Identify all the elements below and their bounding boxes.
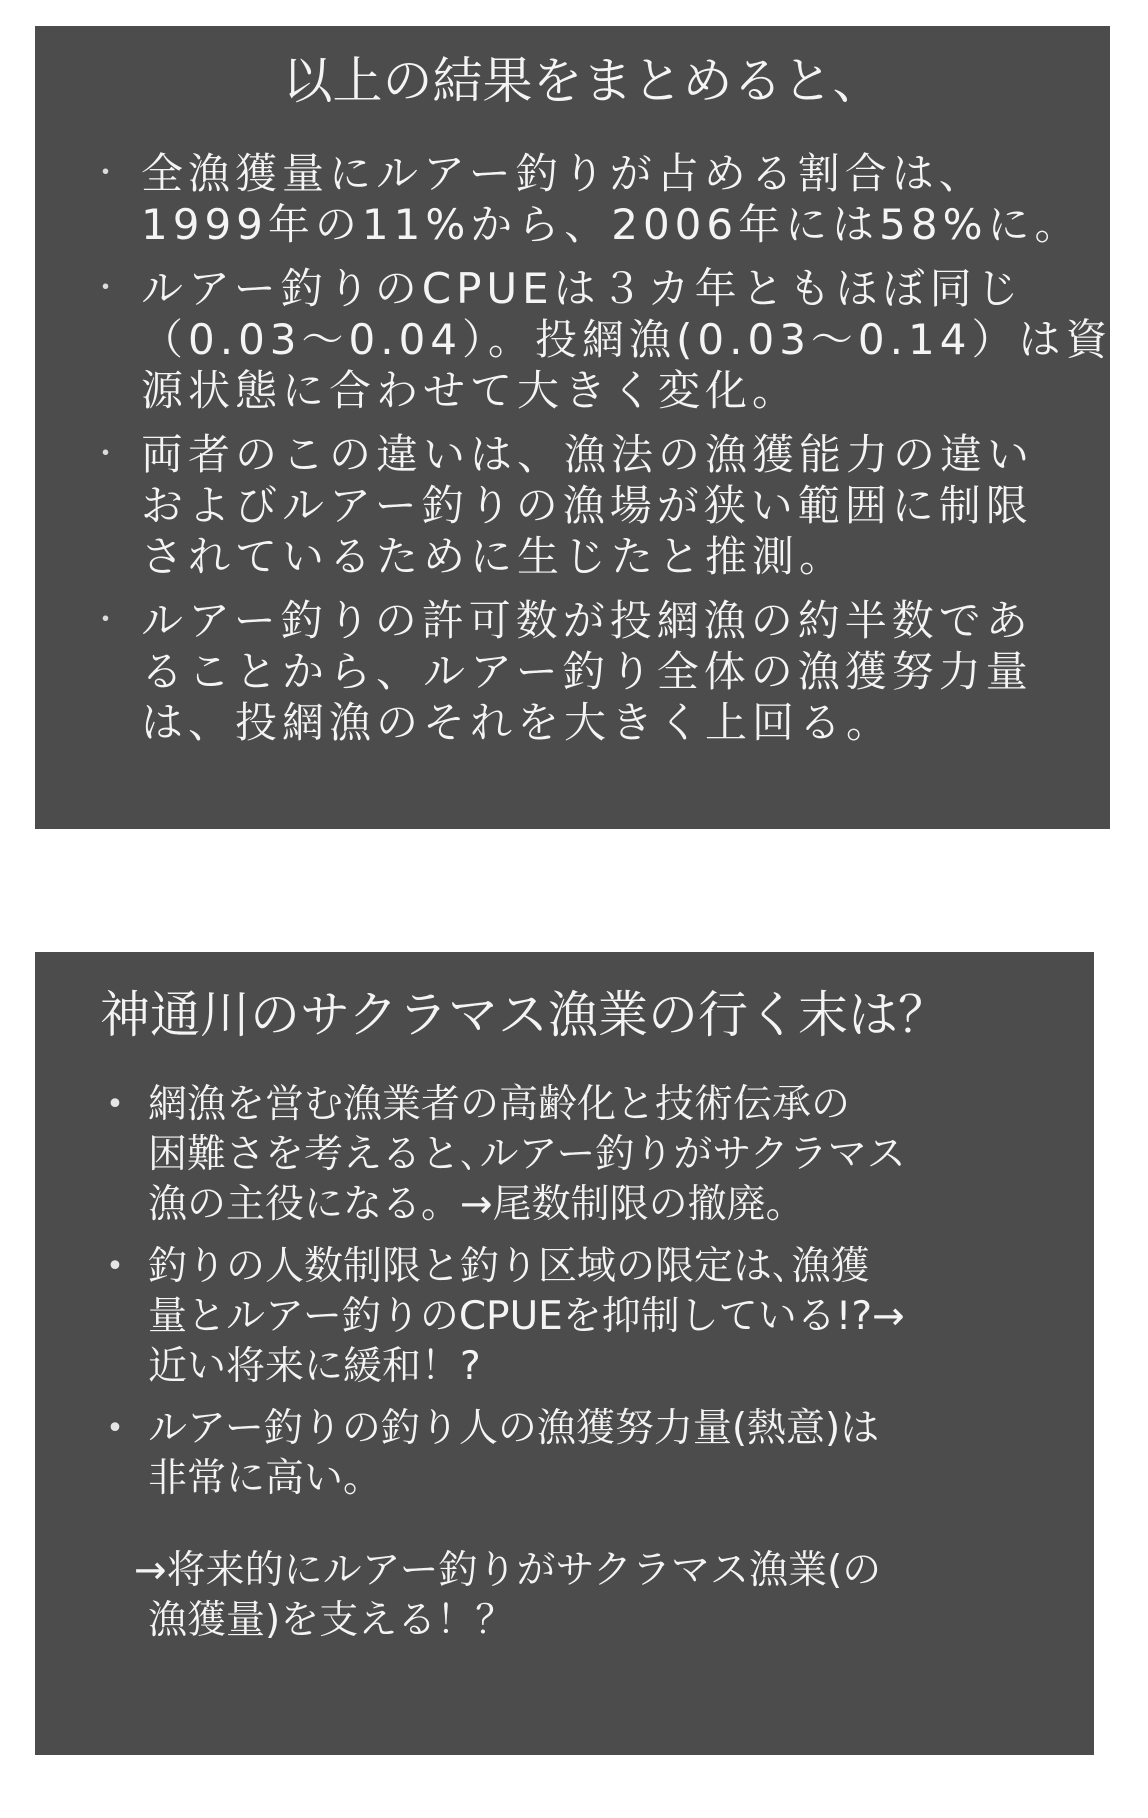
bullet-text-line: 両者のこの違いは、漁法の漁獲能力の違い <box>141 430 1035 479</box>
bullet-dot-icon: • <box>106 1087 124 1122</box>
bullet-text-line: 非常に高い。 <box>148 1456 383 1501</box>
bullet-text-line: ルアー釣りの許可数が投網漁の約半数であ <box>141 596 1033 645</box>
bullet-text-line: ルアー釣りのCPUEは３カ年ともほぼ同じ <box>141 264 1024 313</box>
bullet-text-line: 近い将来に緩和！? <box>148 1344 481 1389</box>
bullet-dot-icon: ･ <box>98 156 118 191</box>
bullet-text-line: されているために生じたと推測。 <box>141 532 847 581</box>
slide-title: 以上の結果をまとめると、 <box>282 52 883 110</box>
bullet-dot-icon: • <box>106 1249 124 1284</box>
bullet-text-line: は、投網漁のそれを大きく上回る。 <box>141 698 894 747</box>
bullet-text-line: 全漁獲量にルアー釣りが占める割合は、 <box>141 149 986 198</box>
summary-slide <box>35 26 1113 829</box>
bullet-text-line: ルアー釣りの釣り人の漁獲努力量(熱意)は <box>148 1406 880 1451</box>
conclusion-note <box>100 1546 1074 1646</box>
bullet-item <box>93 595 1090 748</box>
bullet-text-line: （0.03〜0.04）。投網漁(0.03〜0.14）は資 <box>141 315 1113 364</box>
bullet-text-line: 源状態に合わせて大きく変化。 <box>141 366 800 415</box>
bullet-dot-icon: • <box>106 1411 124 1446</box>
note-text-line: →将来的にルアー釣りがサクラマス漁業(の <box>134 1548 882 1593</box>
note-text-line: 漁獲量)を支える！？ <box>148 1598 515 1643</box>
bullet-text-line: 網漁を営む漁業者の高齢化と技術伝承の <box>148 1082 851 1127</box>
bullet-list <box>100 1080 1074 1516</box>
bullet-item <box>93 429 1090 582</box>
bullet-item <box>100 1080 1074 1230</box>
outlook-slide <box>35 952 1094 1755</box>
bullet-item <box>93 263 1113 416</box>
bullet-dot-icon: ･ <box>98 437 118 472</box>
bullet-text-line: 1999年の11%から、2006年には58%に。 <box>141 200 1082 249</box>
bullet-dot-icon: ･ <box>98 271 118 306</box>
slide-title: 神通川のサクラマス漁業の行く末は？ <box>100 986 948 1044</box>
bullet-text-line: ることから、ルアー釣り全体の漁獲努力量 <box>141 647 1033 696</box>
bullet-text-line: およびルアー釣りの漁場が狭い範囲に制限 <box>141 481 1033 530</box>
bullet-item <box>100 1242 1074 1392</box>
bullet-text-line: 釣りの人数制限と釣り区域の限定は､漁獲 <box>148 1244 870 1289</box>
bullet-text-line: 漁の主役になる。→尾数制限の撤廃。 <box>148 1182 805 1227</box>
bullet-text-line: 量とルアー釣りのCPUEを抑制している!?→ <box>148 1294 905 1339</box>
bullet-dot-icon: ･ <box>98 603 118 638</box>
bullet-item <box>100 1404 1074 1504</box>
bullet-item <box>93 148 1090 250</box>
bullet-text-line: 困難さを考えると､ルアー釣りがサクラマス <box>148 1132 906 1177</box>
bullet-list <box>93 148 1113 761</box>
